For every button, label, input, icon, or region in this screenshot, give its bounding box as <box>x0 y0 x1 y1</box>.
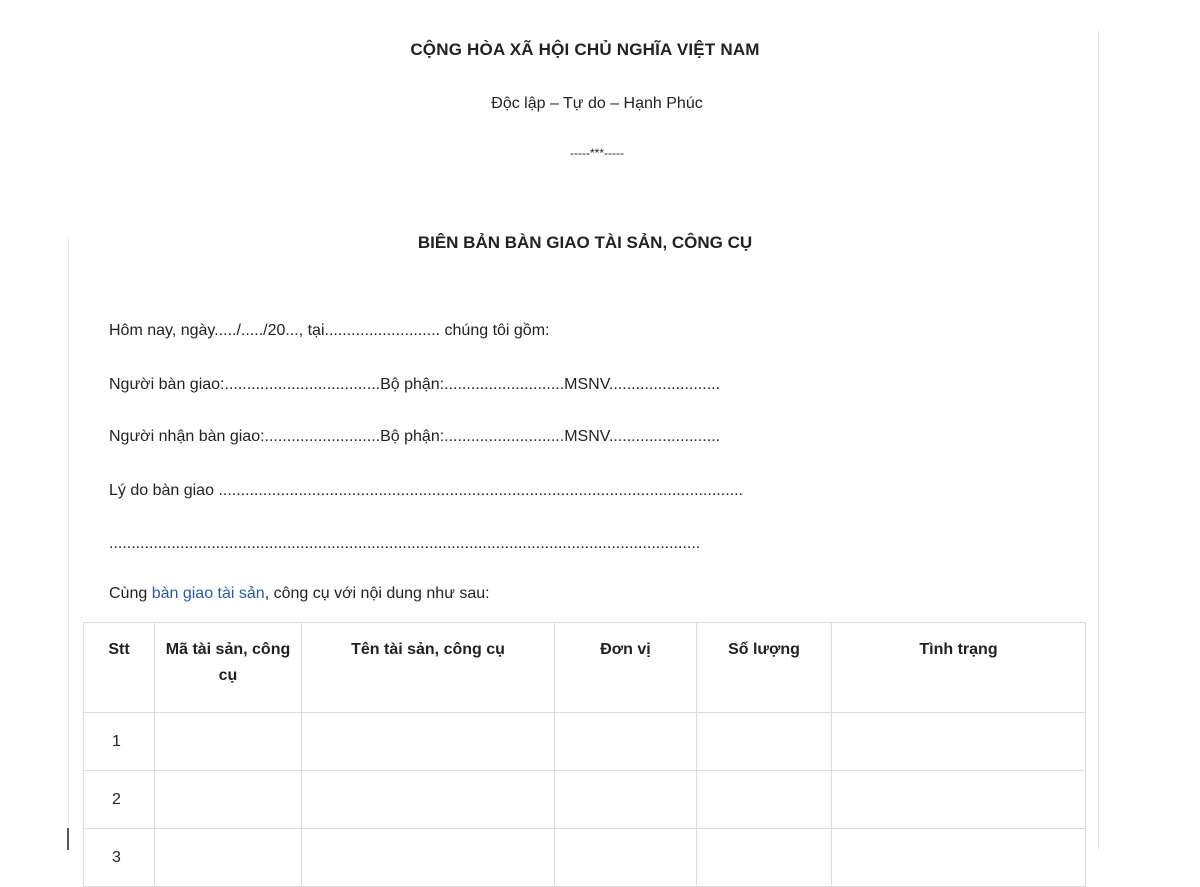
intro-suffix: , công cụ với nội dung như sau: <box>264 585 490 602</box>
asset-handover-link[interactable]: bàn giao tài sản <box>151 585 265 602</box>
table-header-row <box>84 623 1086 713</box>
header-unit: Đơn vị <box>555 623 697 713</box>
date-location-line: Hôm nay, ngày...../...../20..., tại.......................... chúng tôi gồm: <box>109 322 550 339</box>
row-stt: 3 <box>84 829 155 887</box>
cell-asset-name <box>302 713 555 771</box>
document-title: BIÊN BẢN BÀN GIAO TÀI SẢN, CÔNG CỤ <box>417 233 753 252</box>
header-asset-name: Tên tài sản, công cụ <box>302 623 555 713</box>
header-status: Tình trạng <box>832 623 1086 713</box>
cell-asset-name <box>302 771 555 829</box>
motto: Độc lập – Tự do – Hạnh Phúc <box>491 95 703 112</box>
cell-asset-name <box>302 829 555 887</box>
giver-line: Người bàn giao:...................................Bộ phận:...........................MSNV......................... <box>109 376 721 393</box>
nation-heading: CỘNG HÒA XÃ HỘI CHỦ NGHĨA VIỆT NAM <box>410 40 760 59</box>
page-edge-left <box>68 238 69 850</box>
intro-line <box>109 585 490 603</box>
cell-status <box>832 713 1086 771</box>
cell-unit <box>555 829 697 887</box>
receiver-line: Người nhận bàn giao:..........................Bộ phận:...........................MSNV......................... <box>109 428 721 445</box>
asset-table <box>83 622 1086 887</box>
table-row <box>84 829 1086 887</box>
cell-asset-code <box>155 771 302 829</box>
cell-status <box>832 829 1086 887</box>
cell-unit <box>555 771 697 829</box>
cell-unit <box>555 713 697 771</box>
separator: -----***----- <box>570 146 624 160</box>
table-row <box>84 713 1086 771</box>
header-stt: Stt <box>84 623 155 713</box>
row-stt: 1 <box>84 713 155 771</box>
cell-quantity <box>697 829 832 887</box>
cursor-mark <box>67 828 69 850</box>
cell-asset-code <box>155 713 302 771</box>
cell-quantity <box>697 713 832 771</box>
cell-status <box>832 771 1086 829</box>
reason-line: Lý do bàn giao ...................................................................................................................... <box>109 482 743 499</box>
header-asset-code: Mã tài sản, công cụ <box>155 623 302 713</box>
row-stt: 2 <box>84 771 155 829</box>
reason-continuation-line: ..................................................................................................................................... <box>109 535 701 552</box>
intro-prefix: Cùng <box>109 585 152 602</box>
header-quantity: Số lượng <box>697 623 832 713</box>
cell-asset-code <box>155 829 302 887</box>
table-row <box>84 771 1086 829</box>
cell-quantity <box>697 771 832 829</box>
